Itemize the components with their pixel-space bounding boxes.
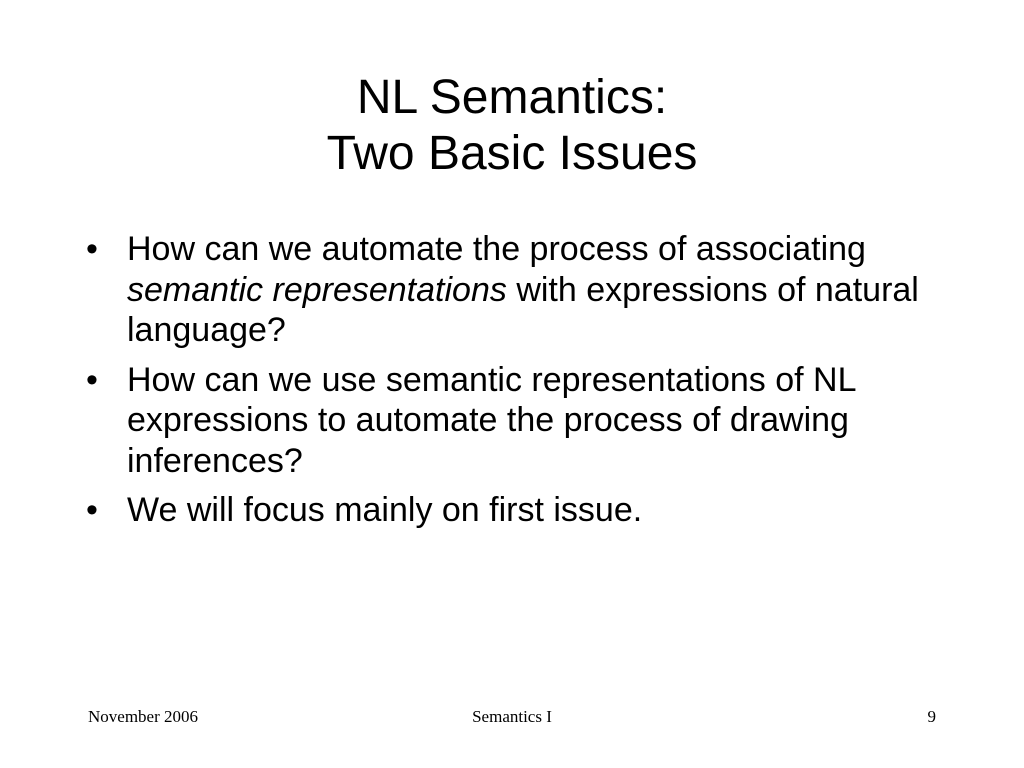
- bullet-1-text-start: How can we automate the process of associating: [127, 230, 866, 268]
- bullet-item-1: [86, 229, 946, 351]
- slide-title-line-2: Two Basic Issues: [326, 127, 698, 180]
- slide-title: [0, 70, 1024, 182]
- bullet-dot-icon: •: [86, 360, 98, 399]
- footer-page-number: 9: [927, 707, 936, 726]
- bullet-dot-icon: •: [86, 491, 98, 529]
- bullet-item-2: [86, 360, 946, 482]
- bullet-list: [86, 229, 946, 540]
- footer-topic: Semantics I: [472, 707, 552, 726]
- bullet-item-3: [86, 490, 946, 531]
- bullet-3-text: We will focus mainly on first issue.: [127, 491, 643, 529]
- bullet-1-emphasis: semantic representations: [127, 270, 507, 309]
- footer-date: November 2006: [88, 707, 199, 726]
- slide-title-line-1: NL Semantics:: [356, 71, 668, 124]
- bullet-1-text-end: with expressions of natural language?: [127, 270, 919, 349]
- bullet-dot-icon: •: [86, 230, 98, 268]
- bullet-2-text: How can we use semantic representations of NL expressions to automate the process of drawing inferences?: [127, 360, 856, 480]
